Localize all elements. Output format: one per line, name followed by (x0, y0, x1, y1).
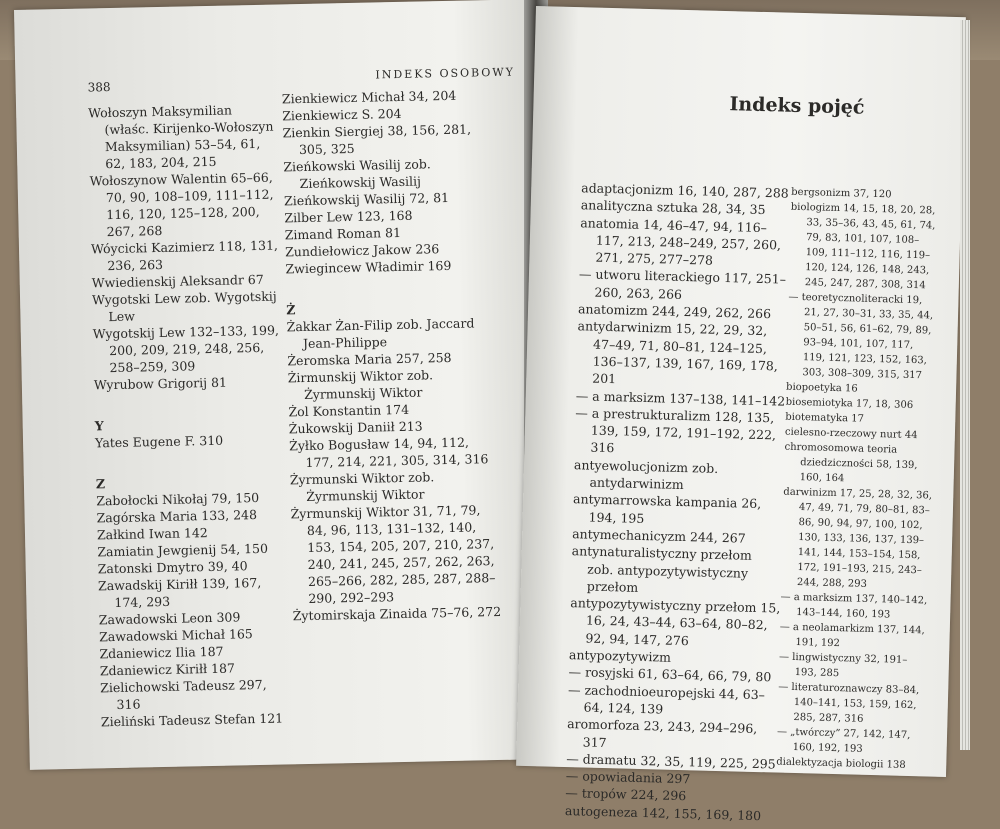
index-entry: — rosyjski 61, 63–64, 66, 79, 80 (568, 664, 772, 685)
index-entry: chromosomowa teoria dziedziczności 58, 139, 160, 164 (784, 441, 918, 485)
index-entry: analityczna sztuka 28, 34, 35 (580, 197, 766, 218)
letter-heading: Y (94, 418, 104, 434)
index-entry: Zamiatin Jewgienij 54, 150 (97, 540, 269, 560)
index-entry: Zieliński Tadeusz Stefan 121 (100, 710, 284, 730)
index-entry: antymechanicyzm 244, 267 (572, 526, 746, 546)
index-entry: — utworu literackiego 117, 251–260, 263, 266 (578, 266, 787, 302)
page-number: 388 (87, 79, 111, 95)
index-entry: antyewolucjonizm zob. antydarwinizm (573, 456, 719, 493)
index-entry: Zatonski Dmytro 39, 40 (97, 558, 248, 577)
index-entry: Wwiedienskij Aleksandr 67 (91, 271, 264, 291)
index-entry: Żyłko Bogusław 14, 94, 112, 177, 214, 221, 305, 314, 316 (289, 434, 489, 470)
concept-column-left (565, 179, 792, 824)
index-entry: antydarwinizm 15, 22, 29, 32, 47–49, 71, 80–81, 124–125, 136–137, 139, 167, 169, 178, 201 (577, 318, 779, 387)
index-entry: Wóycicki Kazimierz 118, 131, 236, 263 (90, 237, 279, 274)
index-entry: — teoretycznoliteracki 19, 21, 27, 30–31, 33, 35, 44, 50–51, 56, 61–62, 79, 89, 93–94, 101, 107, 117, 119, 121, 123, 152, 163, 303, 308–309, 315, 317 (788, 291, 934, 382)
index-entry: Zundiełowicz Jakow 236 (284, 241, 440, 260)
index-entry: — „twórczy” 27, 142, 147, 160, 192, 193 (776, 726, 911, 755)
index-entry: — tropów 224, 296 (565, 785, 687, 804)
index-entry: Żol Konstantin 174 (288, 401, 410, 420)
index-entry: biologizm 14, 15, 18, 20, 28, 33, 35–36, 43, 45, 61, 74, 79, 83, 101, 107, 108–109, 111–112, 116, 119–120, 124, 126, 148, 243, 245, 247, 287, 308, 314 (790, 201, 936, 292)
index-entry: Zieńkowski Wasilij zob. Zieńkowskij Wasilij (283, 156, 431, 192)
index-entry: Zienkiewicz S. 204 (282, 105, 402, 124)
index-entry: Zienkiewicz Michał 34, 204 (281, 87, 457, 107)
index-entry: Zdaniewicz Ilia 187 (99, 643, 224, 662)
right-page (516, 6, 966, 823)
index-entry: Wołoszynow Walentin 65–66, 70, 90, 108–109, 111–112, 116, 120, 125–128, 200, 267, 268 (89, 169, 274, 240)
index-entry: — dramatu 32, 35, 119, 225, 295 (566, 750, 776, 772)
index-entry: Zawadskij Kiriłł 139, 167, 174, 293 (97, 574, 262, 611)
section-title: Indeks pojęć (729, 93, 865, 119)
index-entry: antymarrowska kampania 26, 194, 195 (572, 491, 762, 526)
index-entry: Wygotski Lew zob. Wygotskij Lew (91, 288, 277, 325)
index-entry: Zabołocki Nikołaj 79, 150 (96, 489, 260, 509)
left-page (14, 0, 546, 770)
index-entry: anatomia 14, 46–47, 94, 116–117, 213, 248–249, 257, 260, 271, 275, 277–278 (580, 214, 782, 268)
index-entry: Żukowskij Daniił 213 (288, 418, 423, 437)
index-entry: — a marksizm 137–138, 141–142 (575, 387, 786, 409)
index-entry: dialektyzacja biologii 138 (776, 756, 906, 771)
index-entry: — zachodnioeuropejski 44, 63–64, 124, 139 (567, 681, 766, 717)
concept-column-right (776, 185, 941, 774)
index-entry: darwinizm 17, 25, 28, 32, 36, 47, 49, 71, 79, 80–81, 83–86, 90, 94, 97, 100, 102, 130, 133, 136, 137, 139–141, 144, 153–154, 158, 172, 191–193, 215, 243–244, 288, 293 (783, 486, 933, 590)
letter-heading: Z (95, 476, 106, 492)
index-entry: Żirmunskij Wiktor zob. Żyrmunskij Wiktor (287, 367, 434, 403)
index-entry: Wyrubow Grigorij 81 (93, 374, 228, 393)
index-entry: Zdaniewicz Kiriłł 187 (99, 660, 236, 679)
index-entry: bergsonizm 37, 120 (791, 186, 892, 201)
letter-heading: Ż (286, 302, 296, 318)
index-entry: — a prestrukturalizm 128, 135, 139, 159, 172, 191–192, 222, 316 (575, 405, 777, 456)
index-entry: Wygotskij Lew 132–133, 199, 200, 209, 219, 248, 256, 258–259, 309 (92, 322, 280, 376)
index-entry: Żytomirskaja Zinaida 75–76, 272 (292, 603, 502, 624)
index-entry: Zawadowski Michał 165 (98, 626, 253, 645)
index-entry: Zienkin Siergiej 38, 156, 281, 305, 325 (282, 121, 472, 158)
index-entry: Żyrmunski Wiktor zob. Żyrmunskij Wiktor (289, 469, 435, 504)
index-entry: Żakkar Żan-Filip zob. Jaccard Jean-Philippe (286, 315, 475, 352)
page-edges (960, 20, 970, 750)
index-entry: antypozytywizm (568, 647, 672, 665)
index-entry: Zwiegincew Władimir 169 (285, 257, 452, 277)
index-entry: Zilber Lew 123, 168 (284, 207, 413, 226)
index-entry: — lingwistyczny 32, 191–193, 285 (778, 651, 908, 680)
index-entry: Żeromska Maria 257, 258 (287, 349, 452, 369)
index-entry: Zawadowski Leon 309 (98, 609, 241, 628)
index-entry: Wołoszyn Maksymilian (właśc. Kirijenko-Wołoszyn Maksymilian) 53–54, 61, 62, 183, 204, 215 (88, 102, 274, 172)
index-entry: adaptacjonizm 16, 140, 287, 288 (581, 180, 789, 201)
index-entry: — a marksizm 137, 140–142, 143–144, 160, 193 (780, 591, 928, 621)
index-column-right (282, 86, 503, 624)
index-entry: Zagórska Maria 133, 248 (96, 507, 258, 526)
index-column-left (88, 100, 291, 730)
index-entry: — a neolamarkizm 137, 144, 191, 192 (779, 621, 925, 650)
index-entry: autogeneza 142, 155, 169, 180 (564, 802, 762, 823)
index-entry: biotematyka 17 (785, 411, 865, 425)
index-entry: cielesno-rzeczowy nurt 44 (784, 426, 918, 442)
index-entry: anatomizm 244, 249, 262, 266 (577, 301, 772, 322)
index-entry: Zimand Roman 81 (284, 224, 402, 243)
index-entry: biosemiotyka 17, 18, 306 (785, 396, 914, 412)
index-entry: Yates Eugene F. 310 (94, 432, 224, 451)
index-entry: Załkind Iwan 142 (96, 525, 208, 543)
index-entry: antypozytywistyczny przełom 15, 16, 24, 43–44, 63–64, 80–82, 92, 94, 147, 276 (570, 595, 781, 648)
index-entry: antynaturalistyczny przełom zob. antypozytywistyczny przełom (571, 543, 753, 595)
index-entry: — opowiadania 297 (565, 768, 691, 787)
index-entry: Zielichowski Tadeusz 297, 316 (100, 676, 267, 713)
index-entry: Zieńkowskij Wasilij 72, 81 (283, 189, 450, 209)
index-entry: aromorfoza 23, 243, 294–296, 317 (567, 716, 758, 750)
index-entry: Żyrmunskij Wiktor 31, 71, 79, 84, 96, 113, 131–132, 140, 153, 154, 205, 207, 210, 237, 240, 241, 245, 257, 262, 263, 265–266, 282, 285, 287, 288–290, 292–293 (290, 502, 496, 606)
index-entry: biopoetyka 16 (785, 381, 858, 395)
running-head: INDEKS OSOBOWY (375, 65, 516, 82)
index-entry: — literaturoznawczy 83–84, 140–141, 153, 159, 162, 285, 287, 316 (778, 681, 920, 725)
